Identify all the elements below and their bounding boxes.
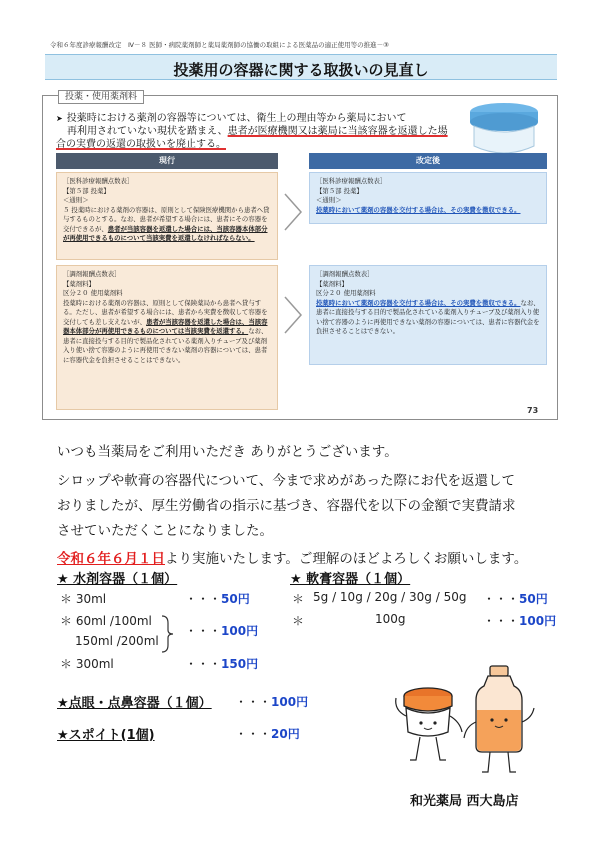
slide-title-band (45, 54, 557, 80)
liquid-size-60-100: ＊ 60ml /100ml (60, 614, 152, 628)
ointment-jar-icon (466, 100, 542, 158)
eye-nose-price: ・・・100円 (235, 695, 309, 709)
liquid-size-300: ＊ 300ml (60, 657, 114, 671)
mascot-medicine-bottle-icon (464, 666, 534, 772)
current-dispensing-cell: ［調剤報酬点数表］ 【薬剤料】 区分２０ 使用薬剤料 投薬時における薬剤の容器は、原則として保険薬局から患者へ貸与する。ただし、患者が希望する場合には、患者から実費を徴収して容器を交付しても差し支えないが、患者が当該容器を返還した場合は、当該容器本体部分が再使用できるものについては当該実費を返還する。なお、患者に直接投与する目的で製品化されている薬剤入りチューブ及び薬剤入り使い捨て容器のように再使用できない薬剤の容器については、患者に容器代金を負担させることはできない。 (56, 265, 278, 410)
revised-medical-cell: ［医科診療報酬点数表］ 【第５部 投薬】 ＜通則＞ 投薬時において薬剤の容器を交付する場合は、その実費を徴収できる。 (309, 172, 547, 224)
brace-icon (160, 615, 174, 653)
arrow-right-icon (283, 192, 303, 232)
spoit-title: ★スポイト(1個) (57, 728, 155, 743)
mascot-ointment-jar-icon (396, 688, 462, 760)
mascot-illustration (390, 660, 540, 780)
ointment-size-100: 100g (375, 612, 406, 626)
ointment-container-title: ★ 軟膏容器（１個） (290, 572, 411, 587)
eye-nose-container-title: ★点眼・点鼻容器（１個） (57, 696, 212, 711)
slide-tag: 投薬・使用薬剤料 (58, 90, 144, 104)
effective-date: 令和６年６月１日 (57, 551, 165, 567)
slide-page-number: 73 (527, 406, 539, 415)
ointment-mark-2: ＊ (292, 614, 305, 628)
liquid-price-300: ・・・150円 (185, 657, 259, 671)
spoit-price: ・・・20円 (235, 727, 300, 741)
bullet-triangle-icon: ➤ (56, 114, 63, 123)
current-medical-cell: ［医科診療報酬点数表］ 【第５部 投薬】 ＜通則＞ ５ 投薬時における薬剤の容器は、原則として保険医療機関から患者へ貸与するものとする。なお、患者が希望する場合には、患者にその容器を交付できるが、患者が当該容器を返還した場合には、当該容器本体部分が再使用できるものについて当該実費を返還しなければならない。 (56, 172, 278, 260)
ointment-mark-1: ＊ (292, 592, 305, 606)
liquid-container-title: ★ 水剤容器（１個） (57, 572, 178, 587)
arrow-right-icon (283, 295, 303, 335)
notice-line-2: シロップや軟膏の容器代について、今まで求めがあった際にお代を返還して (57, 473, 516, 489)
revised-dispensing-cell: ［調剤報酬点数表］ 【薬剤料】 区分２０ 使用薬剤料 投薬時において薬剤の容器を交付する場合は、その実費を徴収できる。なお、患者に直接投与する目的で製品化されている薬剤入りチューブ及び薬剤入り使い捨て容器のように再使用できない薬剤の容器については、患者に容器代金を負担させることはできない。 (309, 265, 547, 365)
liquid-price-60-200: ・・・100円 (185, 624, 259, 638)
ointment-price-100: ・・・100円 (483, 614, 557, 628)
slide-header: 令和６年度診療報酬改定 Ⅳ－８ 医師・病院薬剤師と薬局薬剤師の協働の取組による医薬品の適正使用等の推進－③ (50, 41, 389, 49)
pharmacy-name: 和光薬局 西大島店 (410, 794, 519, 809)
column-current: 現行 (56, 153, 278, 169)
slide-title: 投薬用の容器に関する取扱いの見直し (173, 61, 429, 79)
slide-intro: ➤ 投薬時における薬剤の容器等については、衛生上の理由等から薬局において 再利用されていない現状を踏まえ、患者が医療機関又は薬局に当該容器を返還した場合の実費の返還の取扱いを廃止する。 (56, 113, 448, 150)
notice-line-5: 令和６年６月１日より実施いたします。ご理解のほどよろしくお願いします。 (57, 551, 528, 567)
liquid-size-150-200: 150ml /200ml (75, 634, 159, 648)
liquid-size-30: ＊ 30ml (60, 592, 107, 606)
ointment-size-small: 5g / 10g / 20g / 30g / 50g (313, 590, 467, 604)
notice-line-1: いつも当薬局をご利用いただき ありがとうございます。 (57, 444, 398, 460)
notice-line-3: おりましたが、厚生労働省の指示に基づき、容器代を以下の金額で実費請求 (57, 498, 516, 514)
notice-line-4: させていただくことになりました。 (57, 523, 273, 539)
ointment-price-small: ・・・50円 (483, 592, 548, 606)
liquid-price-30: ・・・50円 (185, 592, 250, 606)
intro-underlined: 患者が医療機関又は薬局に当該容器を返還した場合の実費の返還の取扱いを廃止する。 (56, 126, 448, 150)
column-revised: 改定後 (309, 153, 547, 169)
